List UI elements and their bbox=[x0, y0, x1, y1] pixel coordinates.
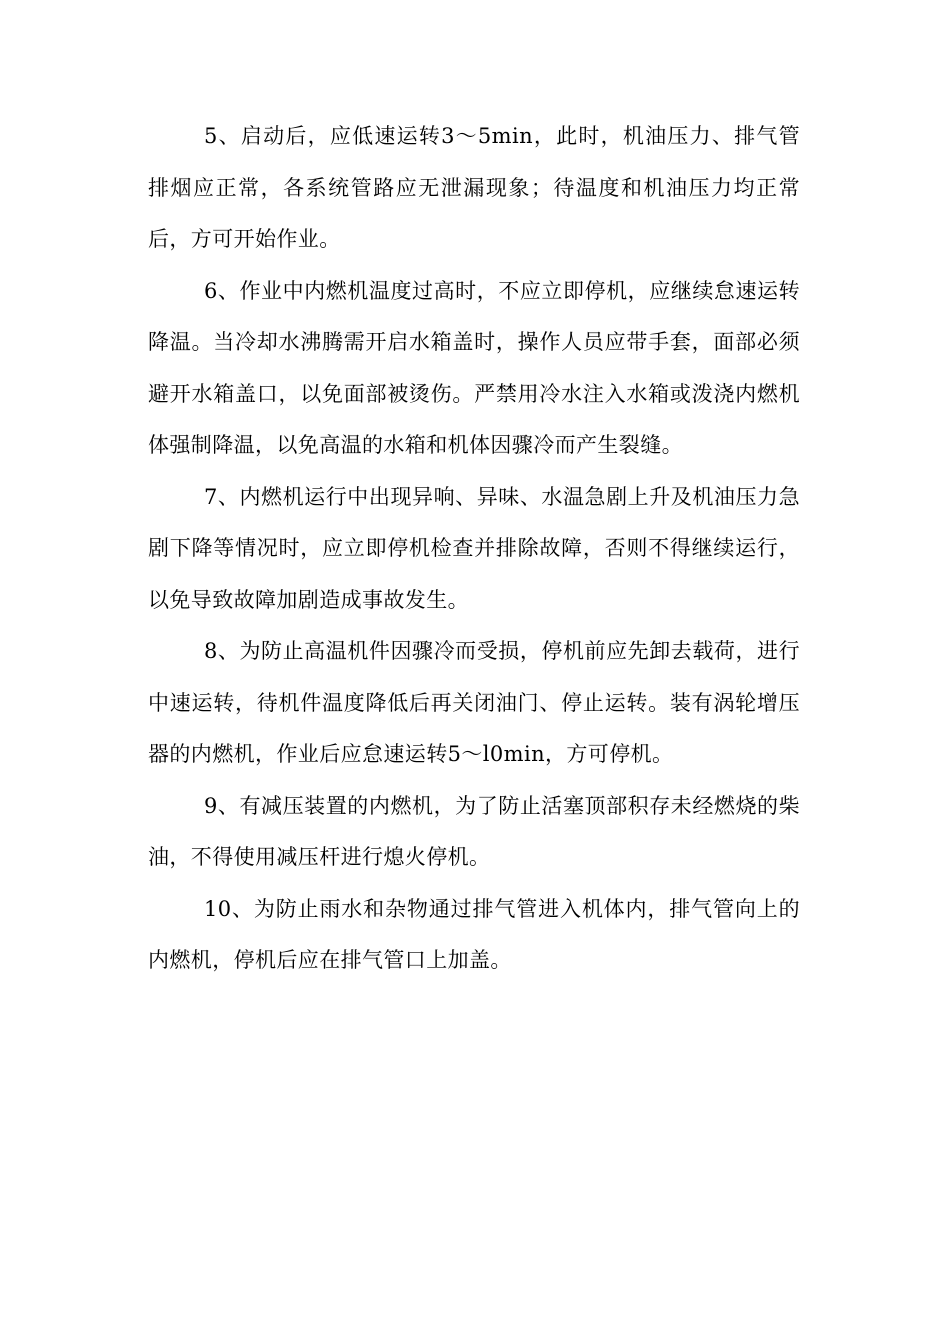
document-body bbox=[148, 111, 800, 987]
paragraph-item-5: 5、启动后，应低速运转3～5min，此时，机油压力、排气管排烟应正常，各系统管路应无泄漏现象；待温度和机油压力均正常后，方可开始作业。 bbox=[148, 124, 800, 251]
paragraph-item-10: 10、为防止雨水和杂物通过排气管进入机体内，排气管向上的内燃机，停机后应在排气管口上加盖。 bbox=[148, 896, 800, 972]
paragraph-item-7: 7、内燃机运行中出现异响、异味、水温急剧上升及机油压力急剧下降等情况时，应立即停机检查并排除故障，否则不得继续运行，以免导致故障加剧造成事故发生。 bbox=[148, 484, 800, 612]
paragraph-item-9: 9、有减压装置的内燃机，为了防止活塞顶部积存未经燃烧的柴油，不得使用减压杆进行熄火停机。 bbox=[148, 793, 800, 869]
paragraph-item-8: 8、为防止高温机件因骤冷而受损，停机前应先卸去载荷，进行中速运转，待机件温度降低后再关闭油门、停止运转。装有涡轮增压器的内燃机，作业后应怠速运转5～l0min，方可停机。 bbox=[148, 639, 800, 766]
paragraph-item-6: 6、作业中内燃机温度过高时，不应立即停机，应继续怠速运转降温。当冷却水沸腾需开启水箱盖时，操作人员应带手套，面部必须避开水箱盖口，以免面部被烫伤。严禁用冷水注入水箱或泼浇内燃机体强制降温，以免高温的水箱和机体因骤冷而产生裂缝。 bbox=[148, 278, 800, 457]
